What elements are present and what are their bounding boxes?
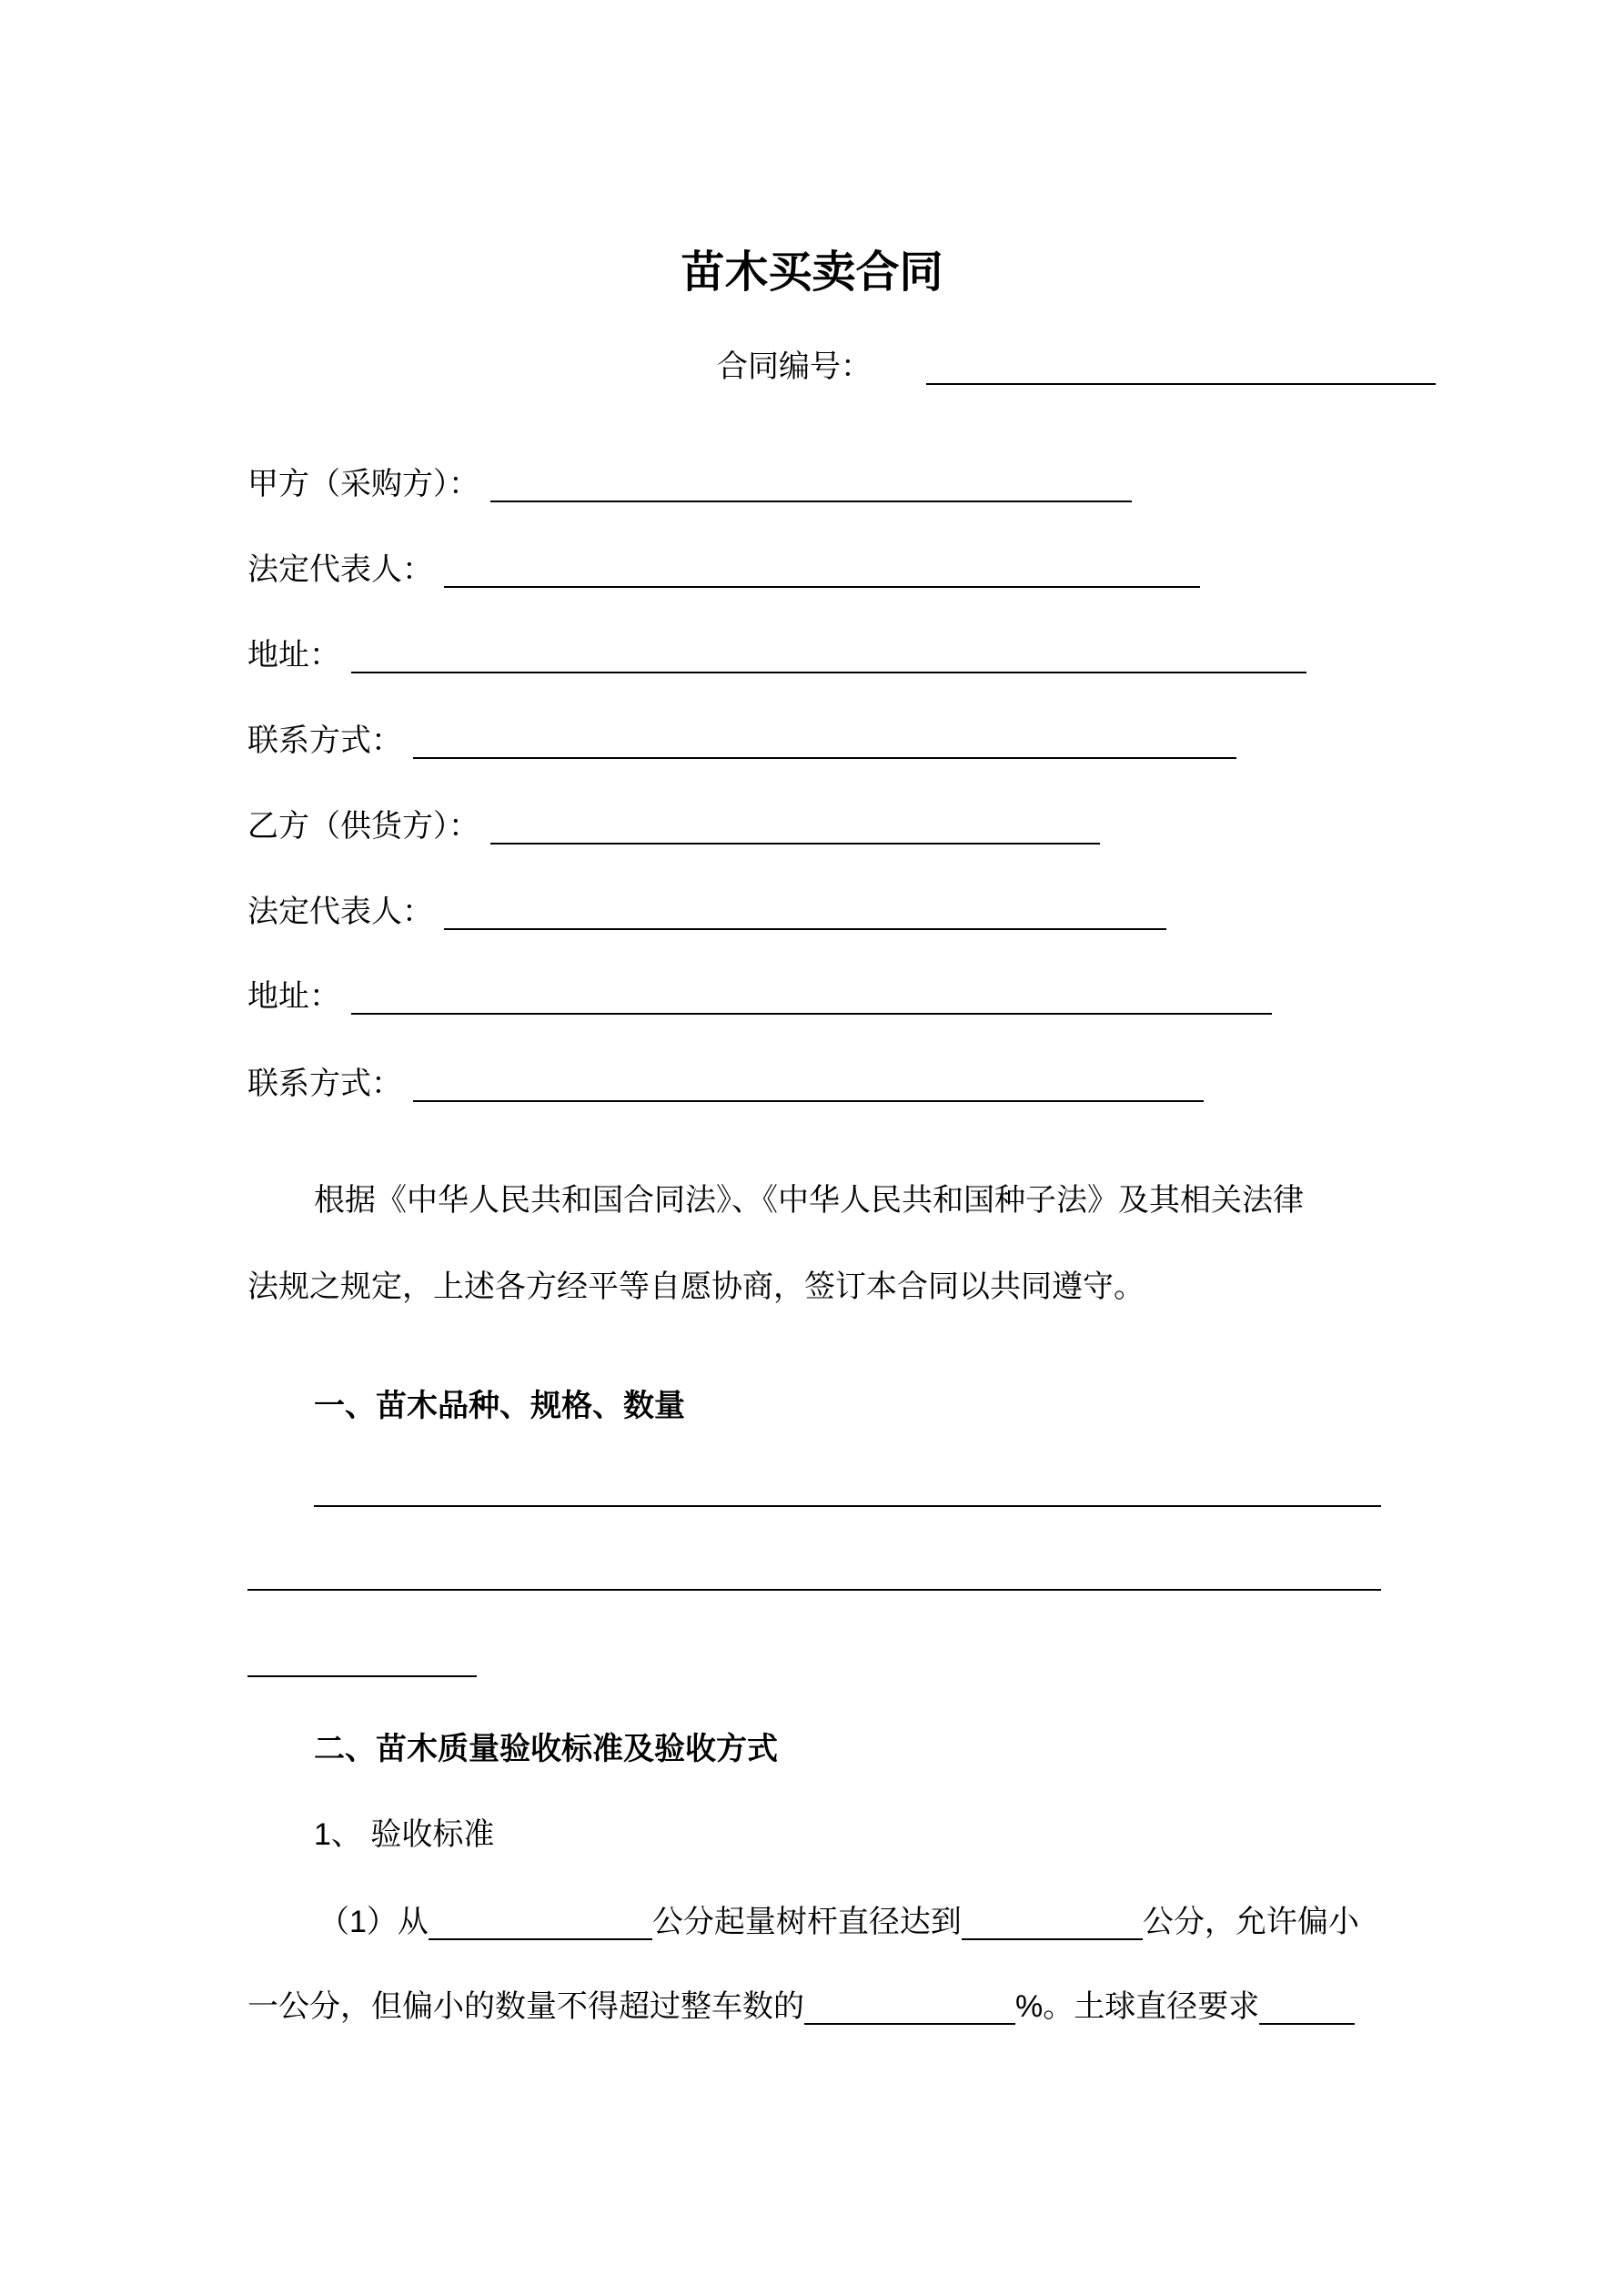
party-b-rep-blank[interactable] (444, 901, 1166, 930)
party-a-rep-row (247, 551, 1200, 588)
party-a-label: 甲方（采购方）： (247, 467, 479, 501)
party-b-address-row (247, 978, 1272, 1015)
section-2-heading: 二、苗木质量验收标准及验收方式 (314, 1732, 778, 1766)
party-a-address-blank[interactable] (351, 644, 1306, 673)
section-1-blank-2[interactable] (247, 1562, 1381, 1591)
clause-1-text-a: （1）从 (318, 1905, 429, 1939)
document-title: 苗木买卖合同 (681, 248, 943, 297)
clause-1-line-2 (247, 1988, 1355, 2025)
party-b-rep-label: 法定代表人： (247, 895, 433, 929)
party-a-address-row (247, 637, 1306, 673)
section-1-blank-row-3 (247, 1648, 477, 1677)
party-b-rep-row (247, 894, 1166, 930)
party-a-contact-blank[interactable] (413, 730, 1236, 759)
clause-1-text-b: 公分起量树杆直径达到 (651, 1905, 962, 1939)
clause-1-text-e: %。土球直径要求 (1015, 1989, 1260, 2024)
preamble-line-1: 根据《中华人民共和国合同法》、《中华人民共和国种子法》及其相关法律 (314, 1183, 1304, 1218)
trunk-diameter-from-blank[interactable] (429, 1911, 652, 1940)
section-1-blank-1[interactable] (314, 1478, 1381, 1507)
section-1-blank-row-2 (247, 1562, 1381, 1591)
party-b-contact-row (247, 1066, 1204, 1102)
party-b-contact-blank[interactable] (413, 1073, 1204, 1102)
undersize-percent-blank[interactable] (804, 1996, 1015, 2025)
party-b-blank[interactable] (490, 815, 1100, 845)
clause-1-text-d: 一公分，但偏小的数量不得超过整车数的 (247, 1989, 804, 2024)
party-b-address-label: 地址： (247, 979, 340, 1014)
trunk-diameter-to-blank[interactable] (962, 1911, 1143, 1940)
party-a-address-label: 地址： (247, 638, 340, 673)
section-1-heading: 一、苗木品种、规格、数量 (314, 1389, 685, 1423)
soil-ball-diameter-blank[interactable] (1259, 1996, 1355, 2025)
contract-number-blank[interactable] (926, 356, 1436, 385)
section-2-item-1: 1、 验收标准 (314, 1817, 495, 1852)
party-b-label: 乙方（供货方）： (247, 809, 479, 844)
preamble-line-2: 法规之规定，上述各方经平等自愿协商，签订本合同以共同遵守。 (247, 1269, 1145, 1304)
party-a-rep-label: 法定代表人： (247, 552, 433, 587)
party-a-row (247, 466, 1132, 502)
party-b-contact-label: 联系方式： (247, 1067, 402, 1101)
clause-1-line-1 (318, 1904, 1359, 1940)
party-a-contact-label: 联系方式： (247, 723, 402, 758)
contract-number-row (717, 349, 1436, 385)
party-a-contact-row (247, 723, 1236, 759)
section-1-blank-3[interactable] (247, 1648, 477, 1677)
contract-number-label: 合同编号： (717, 349, 872, 384)
party-b-address-blank[interactable] (351, 986, 1272, 1015)
party-a-blank[interactable] (490, 473, 1132, 502)
party-a-rep-blank[interactable] (444, 559, 1200, 588)
party-b-row (247, 808, 1100, 845)
clause-1-text-c: 公分，允许偏小 (1142, 1905, 1359, 1939)
section-1-blank-row-1 (314, 1478, 1381, 1507)
